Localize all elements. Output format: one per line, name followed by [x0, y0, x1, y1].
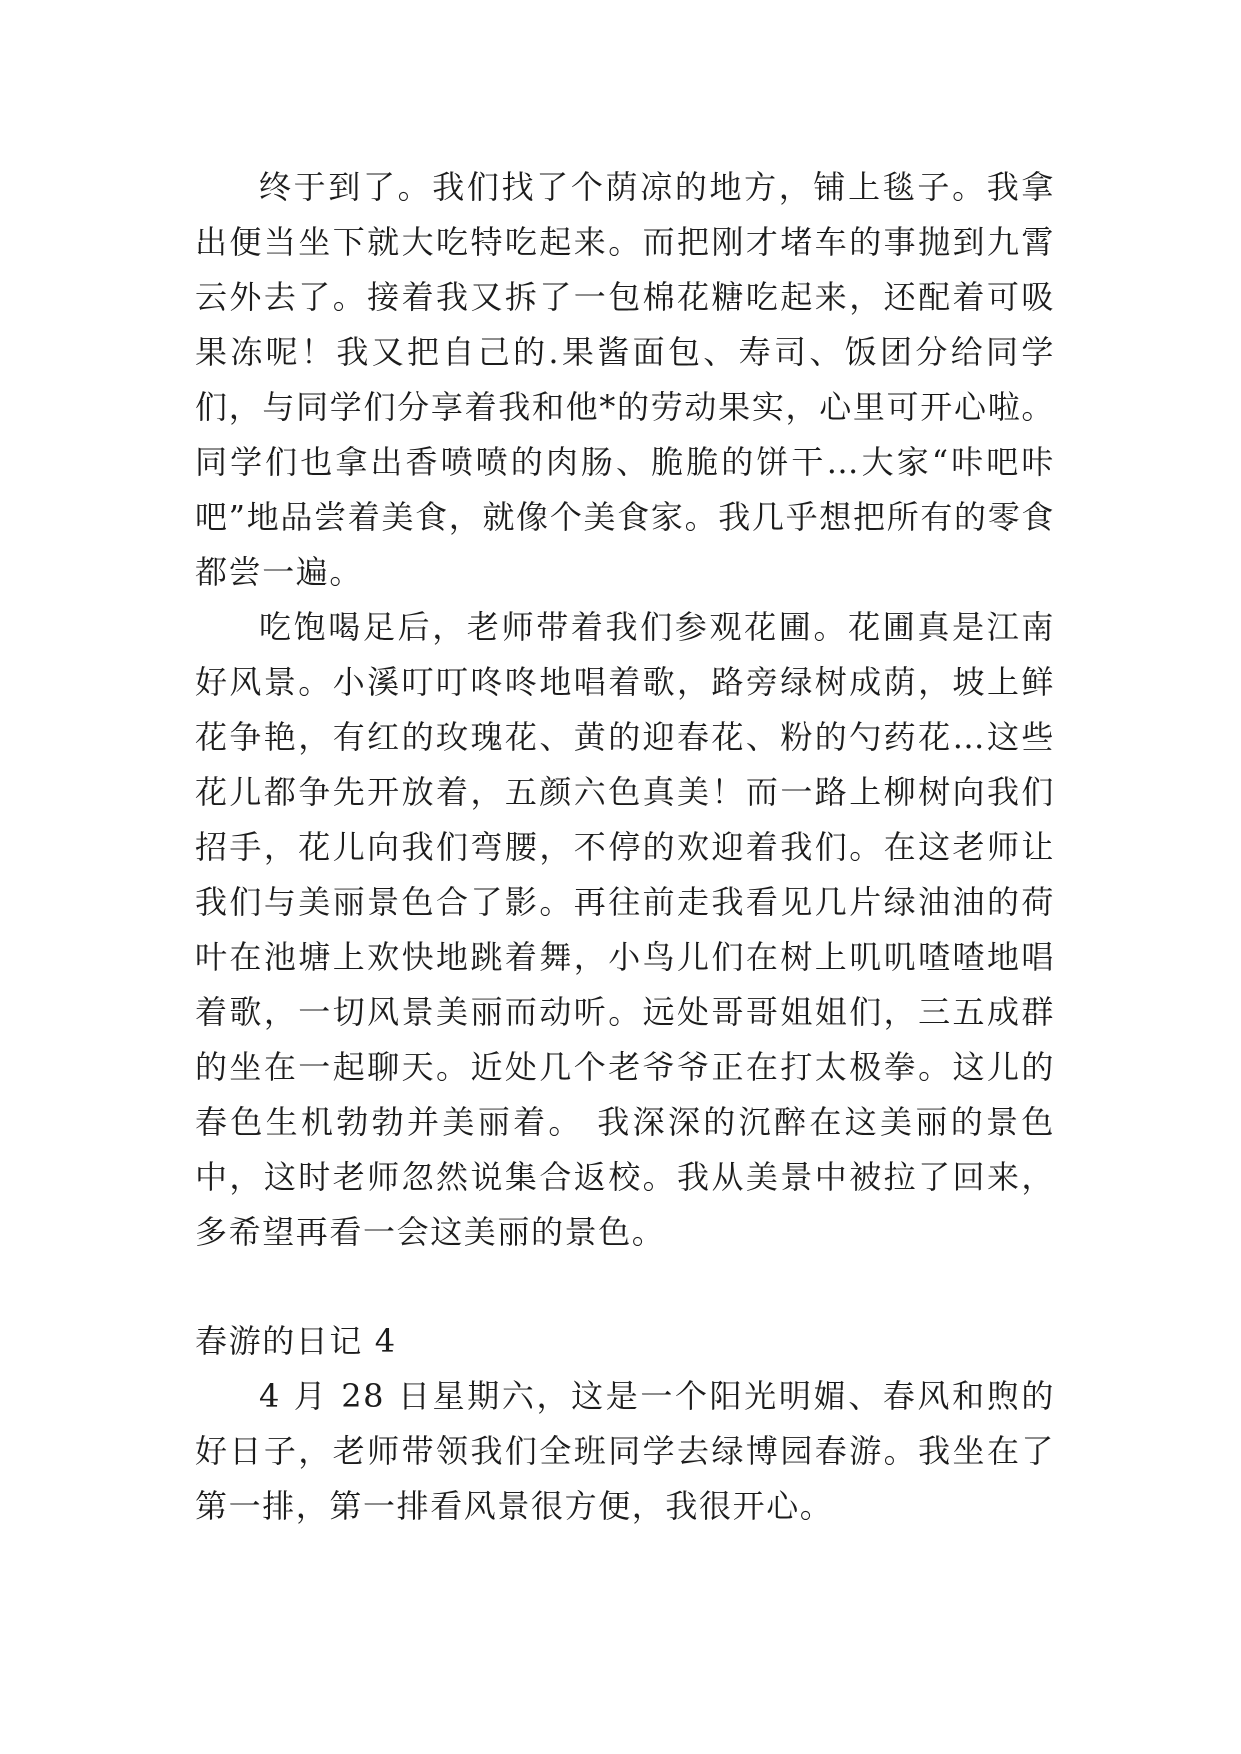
paragraph-garden-tour: 吃饱喝足后，老师带着我们参观花圃。花圃真是江南好风景。小溪叮叮咚咚地唱着歌，路旁绿树成荫，坡上鲜花争艳，有红的玫瑰花、黄的迎春花、粉的勺药花…这些花儿都争先开放着，五颜六色真美！而一路上柳树向我们招手，花儿向我们弯腰，不停的欢迎着我们。在这老师让我们与美丽景色合了影。再往前走我看见几片绿油油的荷叶在池塘上欢快地跳着舞，小鸟儿们在树上叽叽喳喳地唱着歌，一切风景美丽而动听。远处哥哥姐姐们，三五成群的坐在一起聊天。近处几个老爷爷正在打太极拳。这儿的春色生机勃勃并美丽着。 我深深的沉醉在这美丽的景色中，这时老师忽然说集合返校。我从美景中被拉了回来，多希望再看一会这美丽的景色。 [195, 608, 1055, 1251]
paragraph-picnic: 终于到了。我们找了个荫凉的地方，铺上毯子。我拿出便当坐下就大吃特吃起来。而把刚才堵车的事抛到九霄云外去了。接着我又拆了一包棉花糖吃起来，还配着可吸果冻呢！我又把自己的.果酱面包、寿司、饭团分给同学们，与同学们分享着我和他*的劳动果实，心里可开心啦。同学们也拿出香喷喷的肉肠、脆脆的饼干…大家“咔吧咔吧”地品尝着美食，就像个美食家。我几乎想把所有的零食都尝一遍。 [195, 168, 1055, 591]
paragraph-diary-4-intro: 4 月 28 日星期六，这是一个阳光明媚、春风和煦的好日子，老师带领我们全班同学去绿博园春游。我坐在了第一排，第一排看风景很方便，我很开心。 [195, 1377, 1055, 1525]
document-body [195, 160, 1055, 1534]
section-heading: 春游的日记 4 [195, 1322, 397, 1360]
